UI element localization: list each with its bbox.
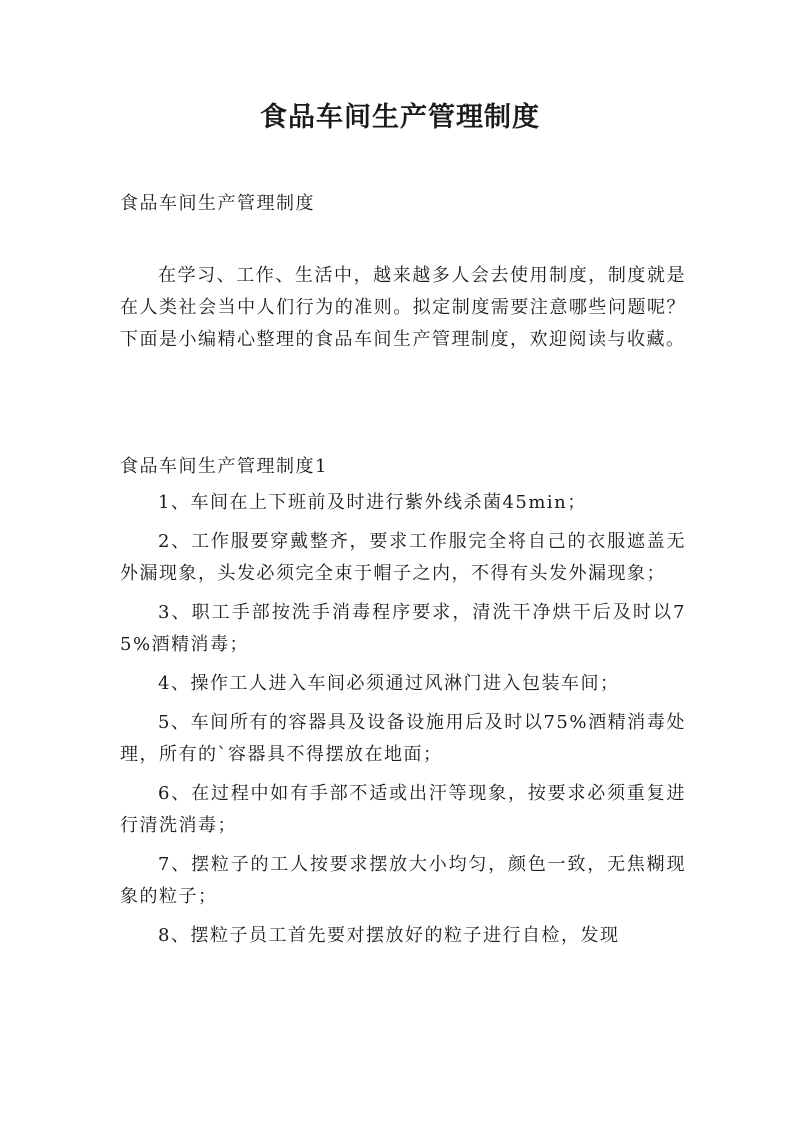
rules-list [120,487,686,959]
rule-item: 7、摆粒子的工人按要求摆放大小均匀，颜色一致，无焦糊现象的粒子； [120,854,686,907]
section-heading: 食品车间生产管理制度1 [120,456,328,477]
document-subtitle: 食品车间生产管理制度 [120,193,315,214]
document-title: 食品车间生产管理制度 [260,102,540,133]
rule-item: 3、职工手部按洗手消毒程序要求，清洗干净烘干后及时以75%酒精消毒； [120,602,686,655]
rule-item: 1、车间在上下班前及时进行紫外线杀菌45min； [158,492,587,513]
rule-item: 4、操作工人进入车间必须通过风淋门进入包装车间； [158,673,620,694]
intro-paragraph: 在学习、工作、生活中，越来越多人会去使用制度，制度就是在人类社会当中人们行为的准则。拟定制度需要注意哪些问题呢？下面是小编精心整理的食品车间生产管理制度，欢迎阅读与收藏。 [120,265,686,350]
rule-item: 5、车间所有的容器具及设备设施用后及时以75%酒精消毒处理，所有的`容器具不得摆放在地面； [120,712,686,765]
rule-item: 6、在过程中如有手部不适或出汗等现象，按要求必须重复进行清洗消毒； [120,783,686,836]
rule-item: 8、摆粒子员工首先要对摆放好的粒子进行自检，发现 [158,925,620,946]
rule-item: 2、工作服要穿戴整齐，要求工作服完全将自己的衣服遮盖无外漏现象，头发必须完全束于帽子之内，不得有头发外漏现象； [120,531,686,584]
